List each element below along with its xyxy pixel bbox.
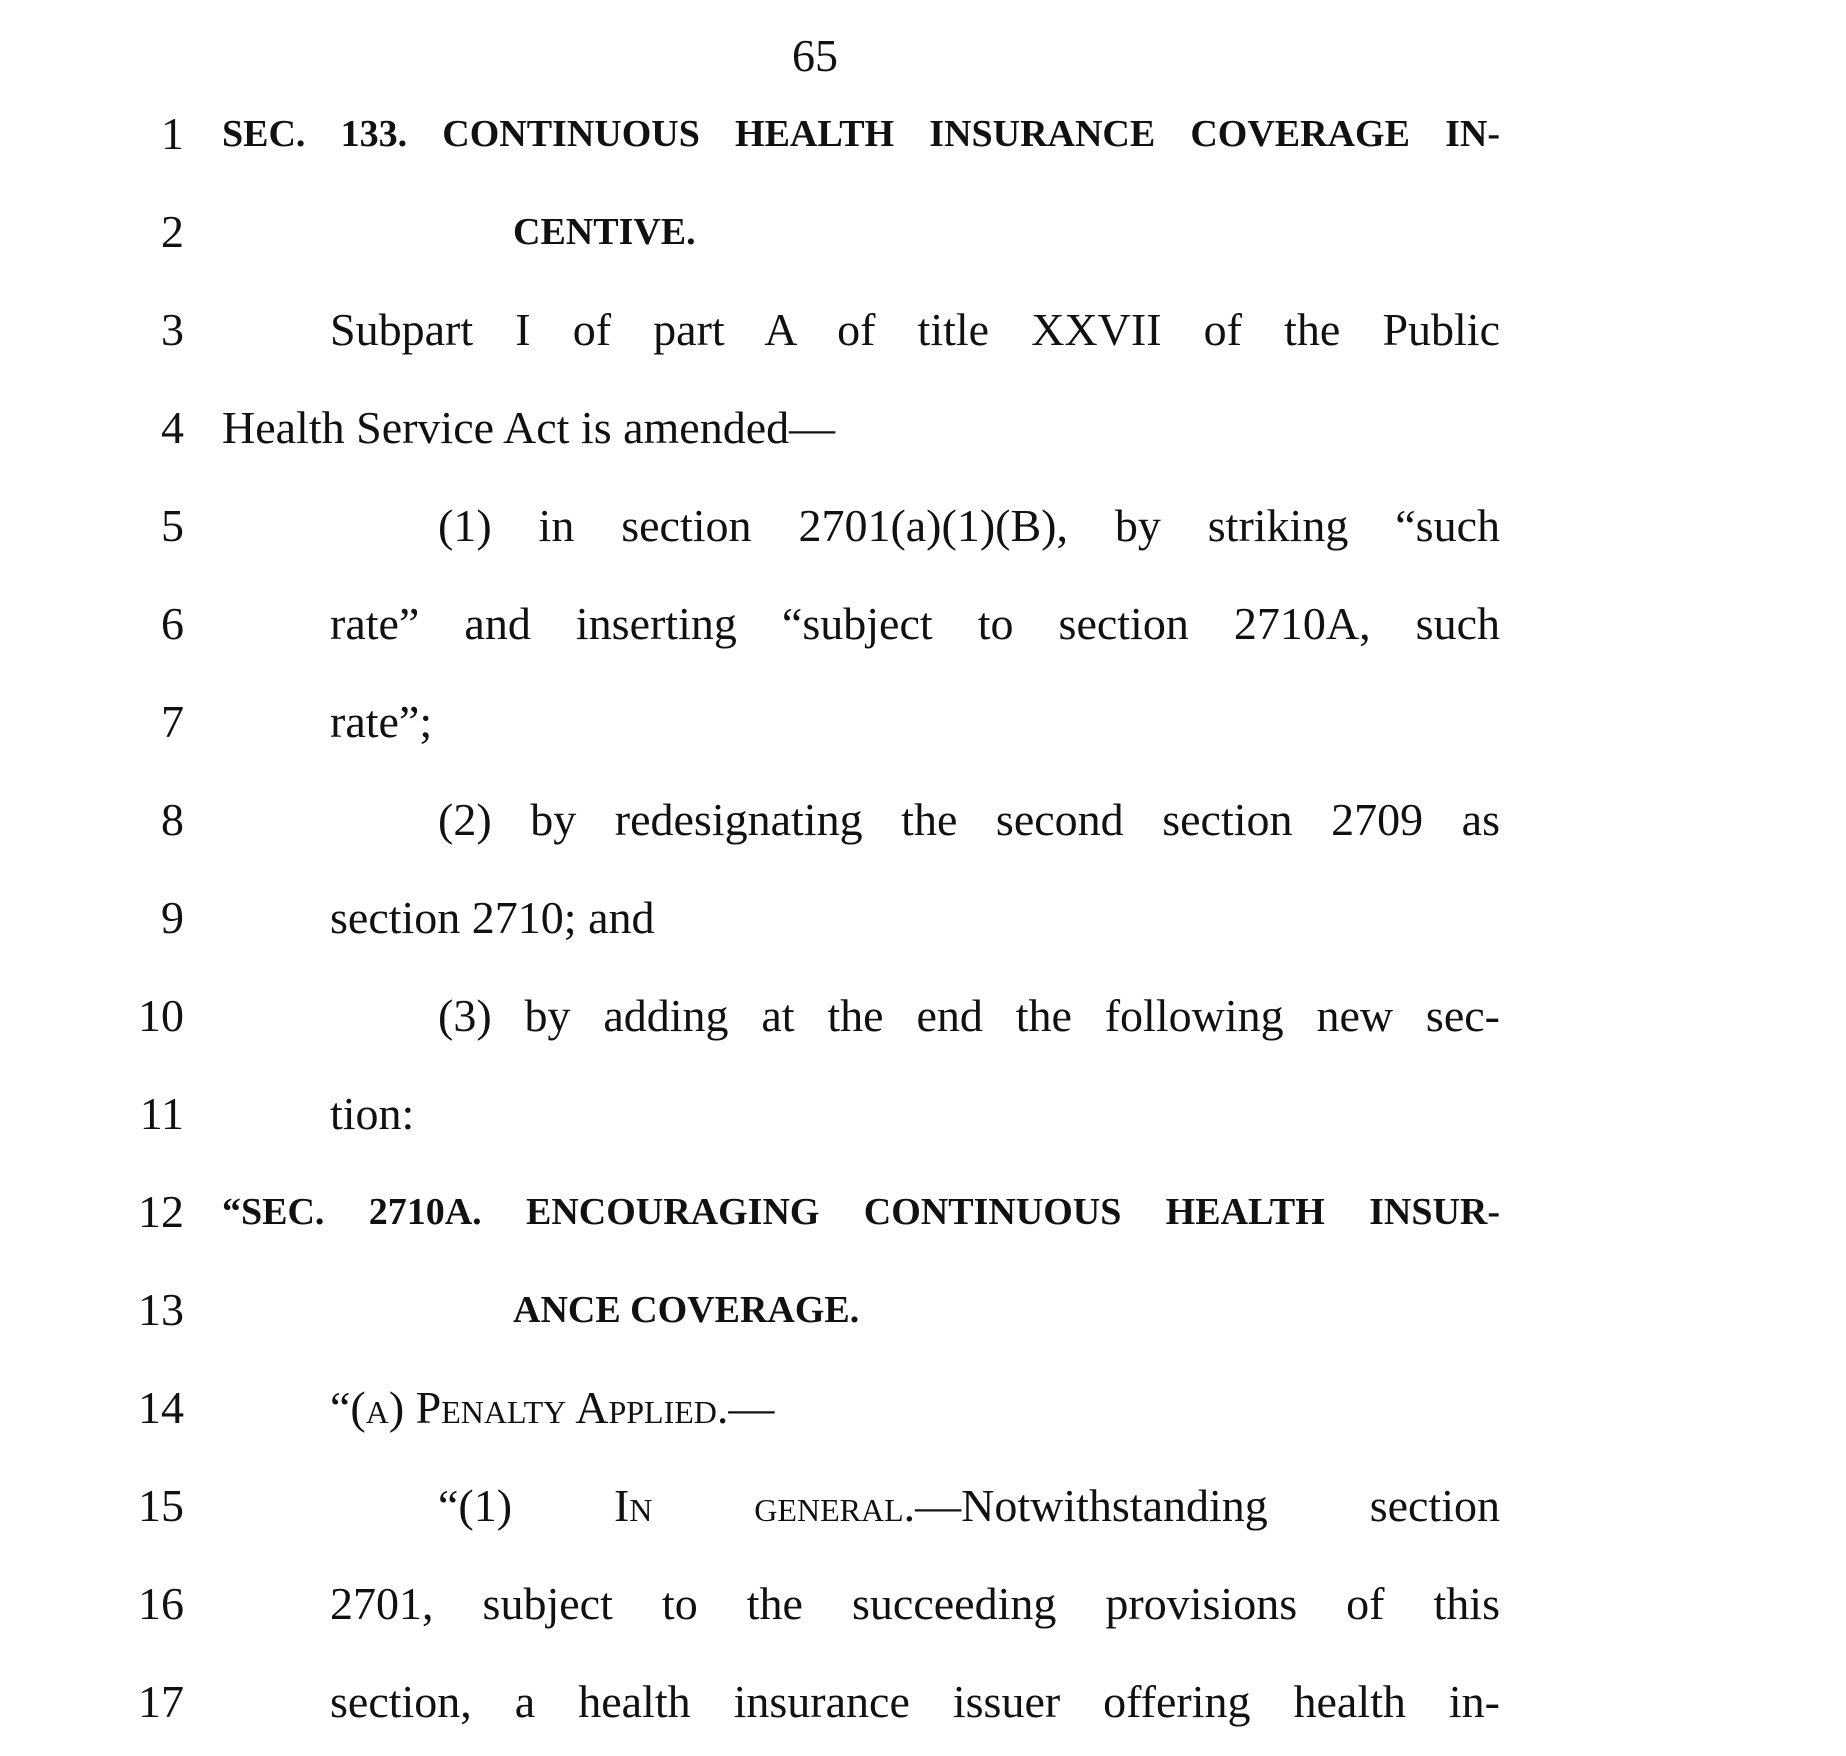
line-14 <box>0 1373 1846 1443</box>
section-heading-continued: CENTIVE. <box>513 211 696 253</box>
body-text: Health Service Act is amended— <box>222 402 836 453</box>
paragraph-1: (1) in section 2701(a)(1)(B), by striking “such <box>438 500 1500 551</box>
line-number: 5 <box>161 500 184 551</box>
paragraph-2: (2) by redesignating the second section 2709 as <box>438 794 1500 845</box>
line-number: 7 <box>161 696 184 747</box>
line-10 <box>0 981 1846 1051</box>
line-3 <box>0 295 1846 365</box>
line-number: 11 <box>139 1088 184 1139</box>
line-4 <box>0 393 1846 463</box>
line-number: 4 <box>161 402 184 453</box>
line-16 <box>0 1569 1846 1639</box>
line-5 <box>0 491 1846 561</box>
line-15 <box>0 1471 1846 1541</box>
line-number: 10 <box>138 990 184 1041</box>
line-number: 12 <box>138 1186 184 1237</box>
line-13 <box>0 1275 1846 1345</box>
line-number: 1 <box>161 108 184 159</box>
paragraph-2-continued: section 2710; and <box>330 892 655 943</box>
line-number: 14 <box>138 1382 184 1433</box>
body-text: Subpart I of part A of title XXVII of the Public <box>330 304 1500 355</box>
line-number: 17 <box>138 1676 184 1727</box>
paragraph-label: “(1) <box>438 1480 614 1531</box>
paragraph-in-general <box>438 1471 1500 1541</box>
paragraph-3: (3) by adding at the end the following new sec- <box>438 990 1500 1041</box>
inserted-section-heading-continued: ANCE COVERAGE. <box>513 1289 860 1331</box>
section-heading: SEC. 133. CONTINUOUS HEALTH INSURANCE COVERAGE IN- <box>222 113 1500 155</box>
subsection-heading: “(a) Penalty Applied.— <box>330 1382 775 1433</box>
line-number: 8 <box>161 794 184 845</box>
paragraph-in-general-continued: section, a health insurance issuer offering health in- <box>330 1676 1500 1727</box>
paragraph-3-continued: tion: <box>330 1088 415 1139</box>
line-number: 16 <box>138 1578 184 1629</box>
line-number: 9 <box>161 892 184 943</box>
line-6 <box>0 589 1846 659</box>
line-17 <box>0 1667 1846 1737</box>
line-9 <box>0 883 1846 953</box>
line-1 <box>0 99 1846 169</box>
paragraph-heading: In general <box>613 1480 904 1531</box>
paragraph-text: .—Notwithstanding section <box>903 1480 1500 1531</box>
line-number: 13 <box>138 1284 184 1335</box>
line-8 <box>0 785 1846 855</box>
paragraph-in-general-continued: 2701, subject to the succeeding provisions of this <box>330 1578 1500 1629</box>
line-11 <box>0 1079 1846 1149</box>
line-2 <box>0 197 1846 267</box>
inserted-section-heading: “SEC. 2710A. ENCOURAGING CONTINUOUS HEALTH INSUR- <box>222 1191 1500 1233</box>
line-number: 2 <box>161 206 184 257</box>
line-number: 3 <box>161 304 184 355</box>
line-number: 15 <box>138 1480 184 1531</box>
paragraph-1-continued: rate” and inserting “subject to section 2710A, such <box>330 598 1500 649</box>
line-12 <box>0 1177 1846 1247</box>
page-number: 65 <box>792 30 838 81</box>
line-number: 6 <box>161 598 184 649</box>
line-7 <box>0 687 1846 757</box>
paragraph-1-continued: rate”; <box>330 696 433 747</box>
